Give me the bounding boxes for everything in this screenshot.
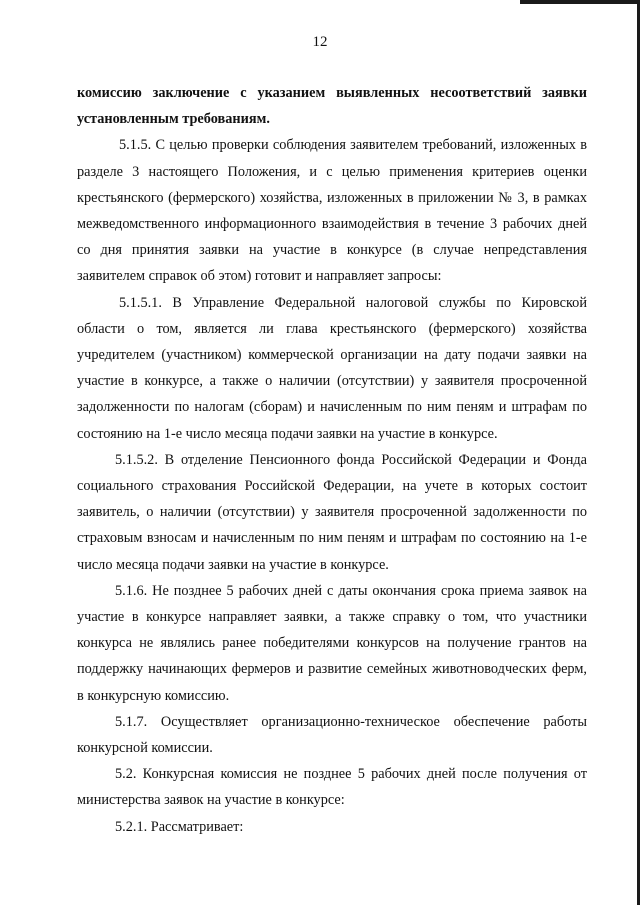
document-body	[77, 80, 587, 840]
paragraph-5-2-1: 5.2.1. Рассматривает:	[115, 818, 244, 835]
paragraph-5-1-6: 5.1.6. Не позднее 5 рабочих дней с даты окончания срока приема заявок на участие в конкурсе направляет заявки, а также справку о том, что участники конкурса не являлись ранее победителями конкурсов на получение грантов на поддержку начинающих фермеров и развитие семейных животноводческих ферм, в конкурсную комиссию.	[77, 582, 587, 704]
page-number: 12	[312, 34, 328, 50]
paragraph-5-2: 5.2. Конкурсная комиссия не позднее 5 рабочих дней после получения от министерства заявок на участие в конкурсе:	[77, 766, 587, 809]
paragraph-continuation: комиссию заключение с указанием выявленных несоответствий заявки установленным требованиям.	[77, 85, 587, 128]
scan-top-mark	[520, 0, 640, 4]
paragraph-5-1-5: 5.1.5. С целью проверки соблюдения заявителем требований, изложенных в разделе 3 настоящего Положения, и с целью применения критериев оценки крестьянского (фермерского) хозяйства, изложенных в приложении № 3, в рамках межведомственного информационного взаимодействия в течение 3 рабочих дней со дня принятия заявки на участие в конкурсе (в случае непредставления заявителем справок об этом) готовит и направляет запросы:	[77, 137, 587, 285]
paragraph-5-1-7: 5.1.7. Осуществляет организационно-техническое обеспечение работы конкурсной комиссии.	[77, 713, 587, 757]
paragraph-5-1-5-1: 5.1.5.1. В Управление Федеральной налоговой службы по Кировской области о том, является ли глава крестьянского (фермерского) хозяйства учредителем (участником) коммерческой организации на дату подачи заявки на участие в конкурсе, а также о наличии (отсутствии) у заявителя просроченной задолженности по налогам (сборам) и начисленным по ним пеням и штрафам по состоянию на 1-е число месяца подачи заявки на участие в конкурсе.	[77, 294, 587, 442]
paragraph-5-1-5-2: 5.1.5.2. В отделение Пенсионного фонда Российской Федерации и Фонда социального страхования Российской Федерации, на учете в которых состоит заявитель, о наличии (отсутствии) у заявителя просроченной задолженности по страховым взносам и начисленным по ним пеням и штрафам по состоянию на 1-е число месяца подачи заявки на участие в конкурсе.	[77, 451, 587, 573]
